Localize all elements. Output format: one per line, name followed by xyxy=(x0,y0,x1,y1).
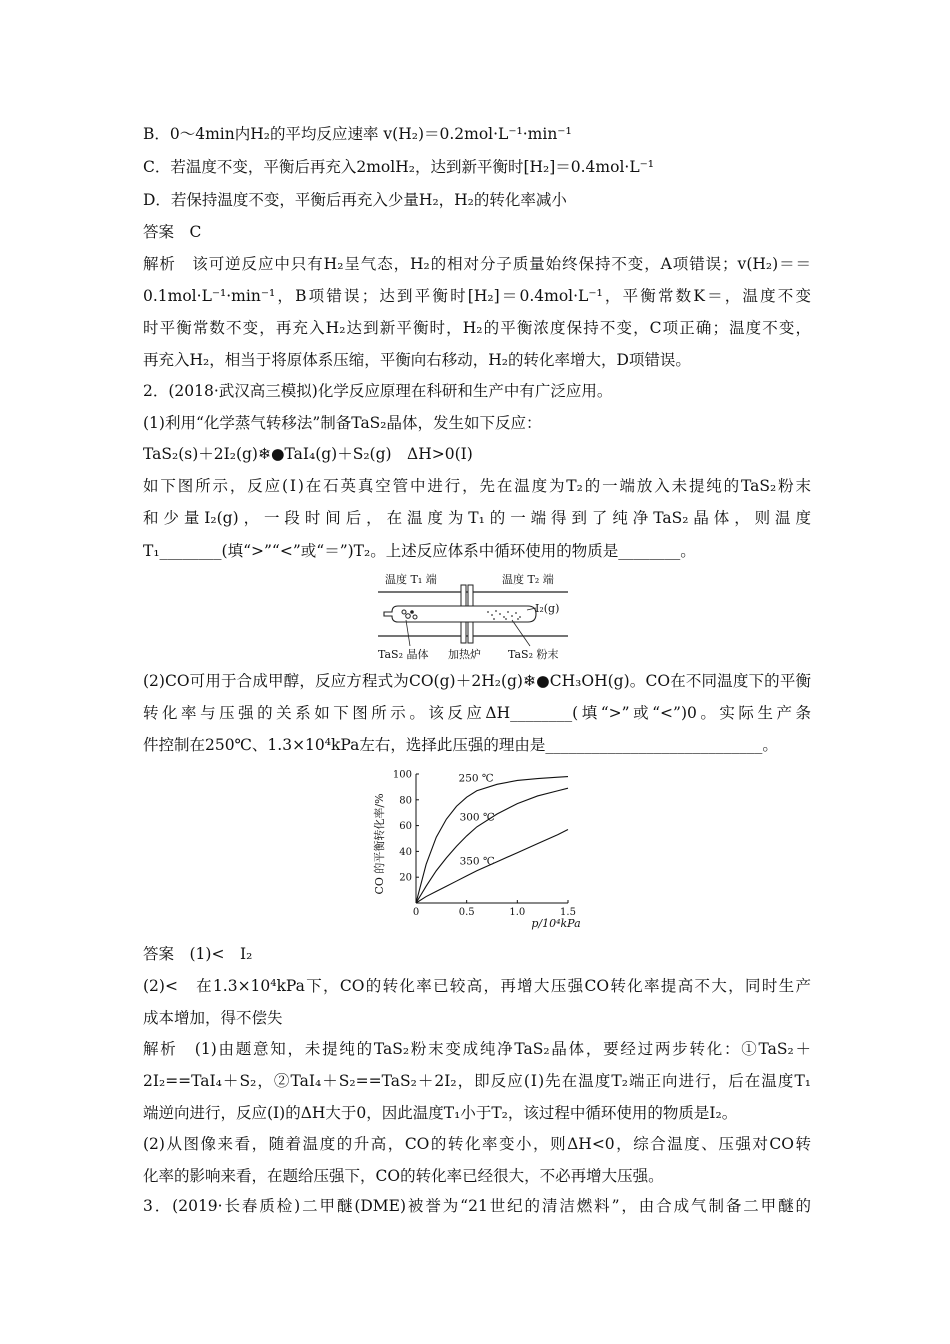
answer-1: 答案 C xyxy=(143,223,202,241)
question-2-part-1: (1)利用“化学蒸气转移法”制备TaS₂晶体，发生如下反应： xyxy=(143,414,542,432)
powder-pointer xyxy=(512,620,530,646)
explanation-1-line-1: 解析 该可逆反应中只有H₂呈气态，H₂的相对分子质量始终保持不变，A项错误；v(H₂)＝＝ xyxy=(143,255,811,273)
question-2-title: 2．(2018·武汉高三模拟)化学反应原理在科研和生产中有广泛应用。 xyxy=(143,382,613,400)
question-2-equation: TaS₂(s)＋2I₂(g)❄●TaI₄(g)＋S₂(g) ΔH>0(Ⅰ) xyxy=(143,445,473,463)
tube-gas-label: I₂(g) xyxy=(535,602,560,615)
explanation-1-line-3: 时平衡常数不变，再充入H₂达到新平衡时，H₂的平衡浓度保持不变，C项正确；温度不变， xyxy=(143,319,811,337)
crystal-pointer xyxy=(406,620,410,646)
question-2-part-2-line-3: 件控制在250℃、1.3×10⁴kPa左右，选择此压强的理由是____________________________。 xyxy=(143,736,778,754)
explanation-2-line-2: 2I₂==TaI₄＋S₂，②TaI₄＋S₂==TaS₂＋2I₂，即反应(Ⅰ)先在温度T₂端正向进行，后在温度T₁ xyxy=(143,1072,811,1090)
explanation-2-line-3: 端逆向进行，反应(Ⅰ)的ΔH大于0，因此温度T₁小于T₂，该过程中循环使用的物质是I₂。 xyxy=(143,1104,738,1122)
explanation-2-line-5: 化率的影响来看，在题给压强下，CO的转化率已经很大，不必再增大压强。 xyxy=(143,1167,664,1185)
question-3-title: 3．(2019·长春质检)二甲醚(DME)被誉为“21世纪的清洁燃料”，由合成气制备二甲醚的 xyxy=(143,1197,811,1215)
chart-y-tick-label: 20 xyxy=(399,872,412,884)
explanation-1-line-2: 0.1mol·L⁻¹·min⁻¹，B项错误；达到平衡时[H₂]＝0.4mol·L⁻¹，平衡常数K＝，温度不变 xyxy=(143,287,811,305)
chart-series-line xyxy=(416,788,568,903)
chart-x-tick-label: 0 xyxy=(412,907,420,918)
answer-2-line-3: 成本增加，得不偿失 xyxy=(143,1009,283,1027)
tube-crystal-label: TaS₂ 晶体 xyxy=(378,648,429,661)
question-2-text-3: T₁________(填“>”“<”或“＝”)T₂。上述反应体系中循环使用的物质是________。 xyxy=(143,542,696,560)
tube-left-label: 温度 T₁ 端 xyxy=(385,573,437,586)
chart-x-tick-label: 1.5 xyxy=(560,907,576,918)
tube-right-label: 温度 T₂ 端 xyxy=(502,573,554,586)
question-2-text-1: 如下图所示，反应(Ⅰ)在石英真空管中进行，先在温度为T₂的一端放入未提纯的TaS₂粉末 xyxy=(143,477,811,495)
option-d: D．若保持温度不变，平衡后再充入少量H₂，H₂的转化率减小 xyxy=(143,191,567,209)
chart-y-axis-label: CO 的平衡转化率/% xyxy=(373,793,386,895)
question-2-part-2-line-1: (2)CO可用于合成甲醇，反应方程式为CO(g)＋2H₂(g)❄●CH₃OH(g)。CO在不同温度下的平衡 xyxy=(143,672,811,690)
chart-x-tick-label: 1.0 xyxy=(509,907,526,918)
chart-y-tick-label: 60 xyxy=(399,821,412,833)
tube-furnace-label: 加热炉 xyxy=(448,648,481,661)
question-2-part-2-line-2: 转化率与压强的关系如下图所示。该反应ΔH________(填“>”或“<”)0。实际生产条 xyxy=(143,704,811,722)
chart-series-label: 350 ℃ xyxy=(459,855,495,868)
tube-powder-label: TaS₂ 粉末 xyxy=(508,648,559,661)
chart-y-tick-label: 100 xyxy=(392,769,412,781)
question-2-text-2: 和少量I₂(g)，一段时间后，在温度为T₁的一端得到了纯净TaS₂晶体，则温度 xyxy=(143,509,811,527)
explanation-1-line-4: 再充入H₂，相当于将原体系压缩，平衡向右移动，H₂的转化率增大，D项错误。 xyxy=(143,351,691,369)
option-c: C．若温度不变，平衡后再充入2molH₂，达到新平衡时[H₂]＝0.4mol·L⁻¹ xyxy=(143,158,655,176)
chart-y-tick-label: 40 xyxy=(399,846,412,858)
answer-2-line-1: 答案 (1)< I₂ xyxy=(143,945,253,963)
chart-x-tick-label: 0.5 xyxy=(458,907,475,918)
explanation-2-line-4: (2)从图像来看，随着温度的升高，CO的转化率变小，则ΔH<0，综合温度、压强对CO转 xyxy=(143,1135,811,1153)
explanation-2-line-1: 解析 (1)由题意知，未提纯的TaS₂粉末变成纯净TaS₂晶体，要经过两步转化：①TaS₂＋ xyxy=(143,1040,811,1058)
conversion-chart xyxy=(368,762,588,932)
tube-figure xyxy=(370,570,570,662)
chart-series-label: 300 ℃ xyxy=(459,811,495,824)
option-b: B．0～4min内H₂的平均反应速率 v(H₂)＝0.2mol·L⁻¹·min⁻¹ xyxy=(143,125,572,143)
answer-2-line-2: (2)< 在1.3×10⁴kPa下，CO的转化率已较高，再增大压强CO转化率提高不大，同时生产 xyxy=(143,977,811,995)
chart-x-axis-label: p/10⁴kPa xyxy=(531,917,581,930)
chart-series-label: 250 ℃ xyxy=(458,772,494,785)
chart-y-tick-label: 80 xyxy=(399,795,412,807)
